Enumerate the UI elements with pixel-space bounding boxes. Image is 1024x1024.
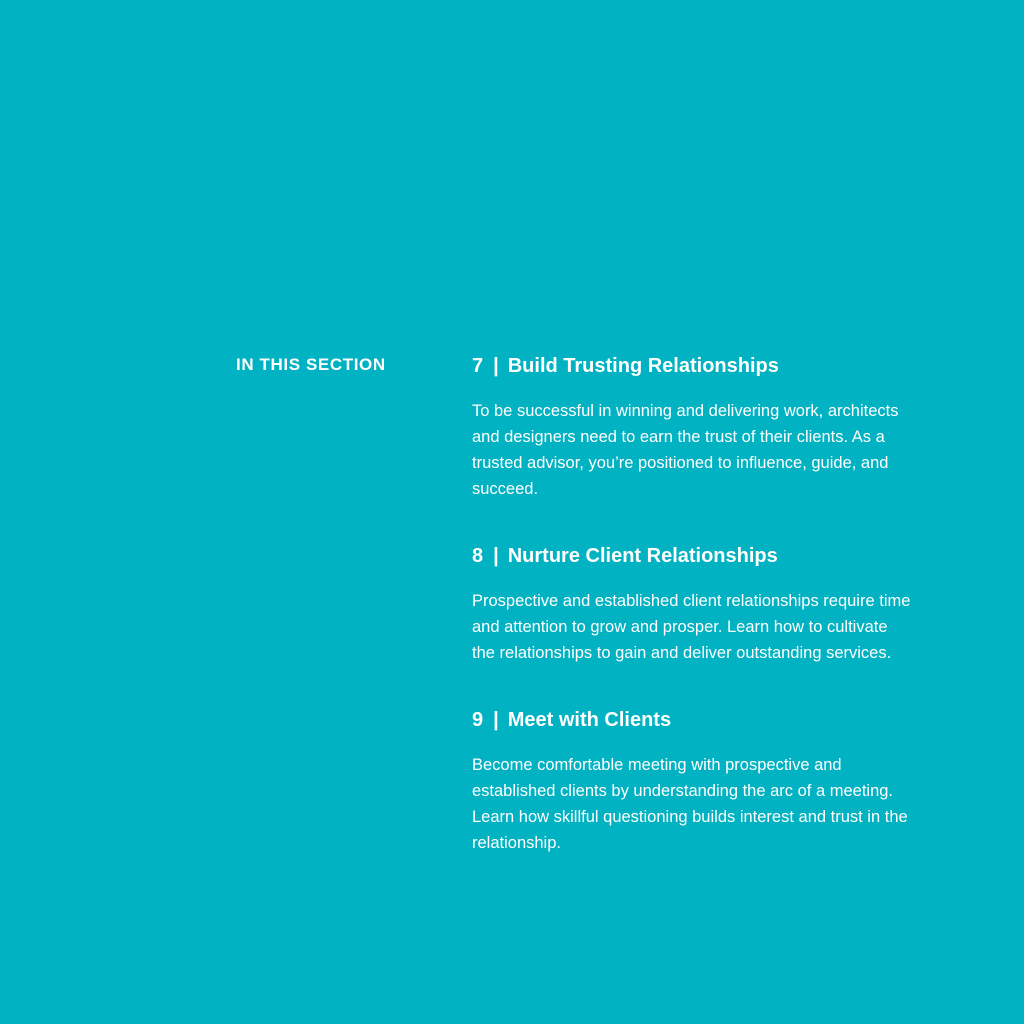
section-label: IN THIS SECTION (236, 355, 386, 374)
section-item-8 (472, 542, 912, 666)
item-description: Become comfortable meeting with prospective and established clients by understanding the arc of a meeting. Learn how skillful questioning builds interest and trust in the relationship. (472, 756, 908, 852)
item-separator: | (493, 545, 499, 567)
item-title: Build Trusting Relationships (507, 355, 779, 377)
item-separator: | (493, 709, 499, 731)
section-contents (472, 352, 912, 856)
item-description: Prospective and established client relationships require time and attention to grow and prosper. Learn how to cultivate the relationships to gain and deliver outstanding services. (472, 592, 911, 662)
item-heading (472, 706, 912, 734)
item-number: 7 (472, 355, 484, 377)
item-number: 8 (472, 545, 484, 567)
item-title: Meet with Clients (507, 709, 672, 731)
item-description: To be successful in winning and delivering work, architects and designers need to earn the trust of their clients. As a trusted advisor, you’re positioned to influence, guide, and succeed. (472, 402, 899, 498)
item-separator: | (493, 355, 499, 377)
item-number: 9 (472, 709, 484, 731)
item-heading (472, 352, 912, 380)
section-item-9 (472, 706, 912, 856)
section-item-7 (472, 352, 912, 502)
item-title: Nurture Client Relationships (507, 545, 778, 567)
item-heading (472, 542, 912, 570)
